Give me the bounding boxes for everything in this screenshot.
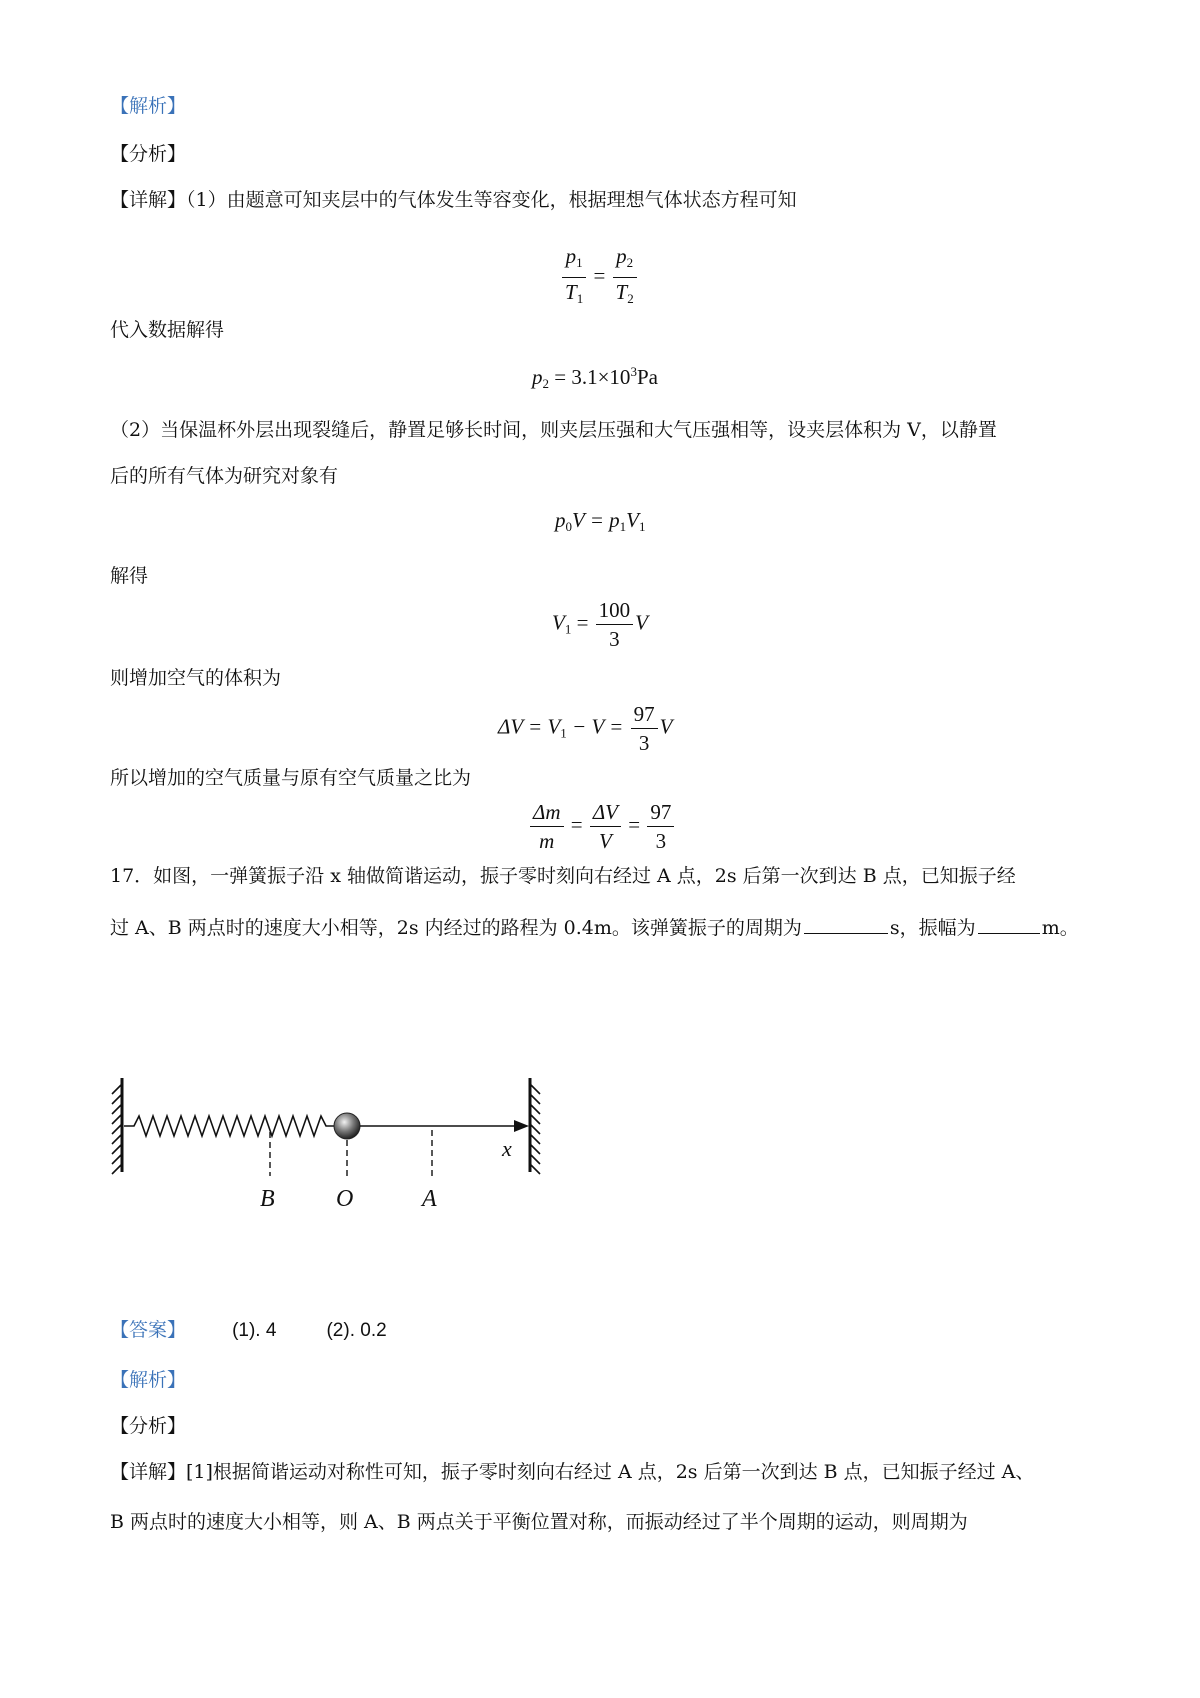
equation-delta-v: $\Delta V = V_1 - V$ = $\frac{97}{3}$ V	[498, 702, 673, 755]
substitute-line: 代入数据解得	[110, 319, 225, 341]
label-B: B	[260, 1186, 275, 1212]
spring	[124, 1116, 334, 1136]
detail-line-1: 【详解】（1）由题意可知夹层中的气体发生等容变化，根据理想气体状态方程可知	[110, 189, 797, 211]
detail-line-2b: B 两点时的速度大小相等，则 A、B 两点关于平衡位置对称，而振动经过了半个周期的运动，则周期为	[110, 1511, 968, 1533]
ratio-line: 所以增加的空气质量与原有空气质量之比为	[110, 767, 472, 789]
analysis-heading: 【解析】	[110, 95, 187, 117]
part2-line-2: 后的所有气体为研究对象有	[110, 465, 339, 487]
answer-1: (1). 4	[232, 1320, 277, 1341]
answer-tag: 【答案】	[110, 1319, 187, 1341]
analysis-heading-2: 【解析】	[110, 1369, 187, 1391]
question-17-line-1: 17．如图，一弹簧振子沿 x 轴做简谐运动，振子零时刻向右经过 A 点，2s 后第一次到达 B 点，已知振子经	[110, 865, 1016, 887]
amplitude-blank	[978, 915, 1040, 934]
answer-line	[110, 1316, 387, 1345]
increase-volume-line: 则增加空气的体积为	[110, 667, 282, 689]
label-x: x	[502, 1136, 512, 1161]
equation-boyle: $p_0V = p_1V_1$	[555, 508, 646, 534]
part2-line-1: （2）当保温杯外层出现裂缝后，静置足够长时间，则夹层压强和大气压强相等，设夹层体积为 V，以静置	[110, 419, 997, 441]
detail-line-2a: 【详解】[1]根据简谐运动对称性可知，振子零时刻向右经过 A 点，2s 后第一次到达 B 点，已知振子经过 A、	[110, 1461, 1035, 1483]
fenxi-heading: 【分析】	[110, 143, 187, 165]
equation-v1: $V_1$ = $\frac{100}{3}$ V	[552, 598, 648, 651]
label-O: O	[336, 1186, 354, 1212]
question-17-line-2: 过 A、B 两点时的速度大小相等，2s 内经过的路程为 0.4m。该弹簧振子的周期为 s，振幅为 m。	[110, 917, 1079, 939]
equation-p2-result: $p_2 = 3.1\times 10^3Pa$	[532, 364, 658, 391]
answer-2: (2). 0.2	[326, 1320, 387, 1341]
equation-mass-ratio: $\frac{\Delta m}{m}$ = $\frac{\Delta V}{V}$ = $\frac{97}{3}$	[528, 800, 676, 853]
label-A: A	[422, 1186, 437, 1212]
spring-oscillator-figure	[110, 1070, 590, 1220]
period-blank	[804, 915, 888, 934]
x-axis-arrow	[514, 1120, 529, 1132]
equation-ideal-gas: $\frac{p_1}{T_1}$ = $\frac{p_2}{T_2}$	[560, 244, 639, 311]
solve-line: 解得	[110, 565, 149, 587]
oscillator-ball	[334, 1113, 360, 1139]
fenxi-heading-2: 【分析】	[110, 1415, 187, 1437]
